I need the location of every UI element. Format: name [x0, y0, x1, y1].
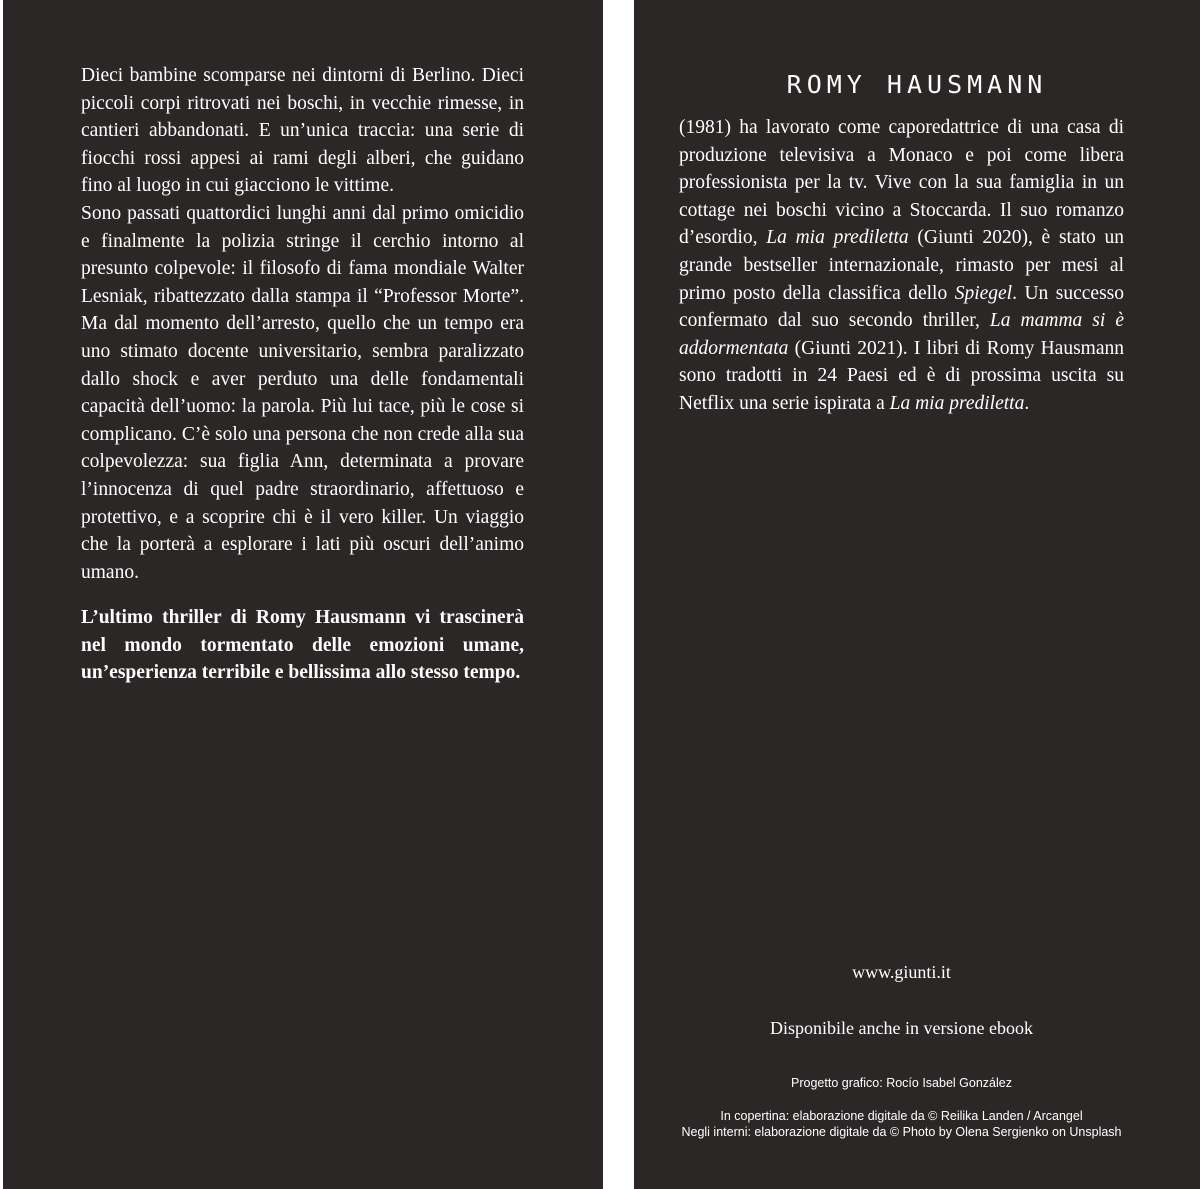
- tagline: L’ultimo thriller di Romy Hausmann vi trascinerà nel mondo tormentato delle emozioni umane, un’esperienza terribile e bellissima allo stesso tempo.: [81, 607, 524, 684]
- credit-interior: Negli interni: elaborazione digitale da © Photo by Olena Sergienko on Unsplash: [681, 1125, 1122, 1139]
- front-flap-panel: [634, 0, 1200, 1189]
- book-title: La mia prediletta: [889, 392, 1025, 414]
- author-bio: [679, 114, 1124, 418]
- credit-cover: In copertina: elaborazione digitale da © Reilika Landen / Arcangel: [720, 1109, 1083, 1123]
- bio-text: (Giunti 2020), è stato un grande bestseller internazionale, rimasto per mesi al primo posto della classifica dello: [679, 227, 1124, 304]
- author-name: ROMY HAUSMANN: [786, 70, 1048, 99]
- bio-text: (1981) ha lavorato come caporedattrice di una casa di produzione televisiva a Monaco e poi come libera professionista per la tv. Vive con la sua famiglia in un cottage nei boschi vicino a Stoccarda. Il suo romanzo d’esordio,: [679, 117, 1124, 249]
- credits: [634, 1075, 1169, 1140]
- synopsis-paragraph-1: Dieci bambine scomparse nei dintorni di Berlino. Dieci piccoli corpi ritrovati nei boschi, in vecchie rimesse, in cantieri abbandonati. E un’unica traccia: una serie di fiocchi rossi appesi ai rami degli alberi, che guidano fino al luogo in cui giacciono le vittime.: [81, 65, 524, 197]
- synopsis-paragraph-2: Sono passati quattordici lunghi anni dal primo omicidio e finalmente la polizia stringe il cerchio intorno al presunto colpevole: il filosofo di fama mondiale Walter Lesniak, ribattezzato dalla stampa il “Professor Morte”. Ma dal momento dell’arresto, quello che un tempo era uno stimato docente universitario, sembra paralizzato dallo shock e aver perduto una delle fondamentali capacità dell’uomo: la parola. Più lui tace, più le cose si complicano. C’è solo una persona che non crede alla sua colpevolezza: sua figlia Ann, determinata a provare l’innocenza di quel padre straordinario, affettuoso e protettivo, e a scoprire chi è il vero killer. Un viaggio che la porterà a esplorare i lati più oscuri dell’animo umano.: [81, 202, 524, 583]
- bio-text: .: [1024, 392, 1030, 414]
- book-title: La mamma si è addormentata: [679, 310, 1124, 359]
- bio-text: . Un successo confermato dal suo secondo thriller,: [679, 282, 1124, 332]
- ebook-note: Disponibile anche in versione ebook: [770, 1018, 1033, 1038]
- website-url: www.giunti.it: [852, 962, 951, 982]
- back-flap-panel: [3, 0, 603, 1189]
- book-title: La mia prediletta: [766, 227, 909, 249]
- synopsis: [81, 62, 524, 687]
- bio-text: (Giunti 2021). I libri di Romy Hausmann sono tradotti in 24 Paesi ed è di prossima uscita su Netflix una serie ispirata a: [679, 337, 1124, 414]
- magazine-title: Spiegel: [954, 282, 1013, 304]
- credit-design: Progetto grafico: Rocío Isabel González: [791, 1076, 1012, 1090]
